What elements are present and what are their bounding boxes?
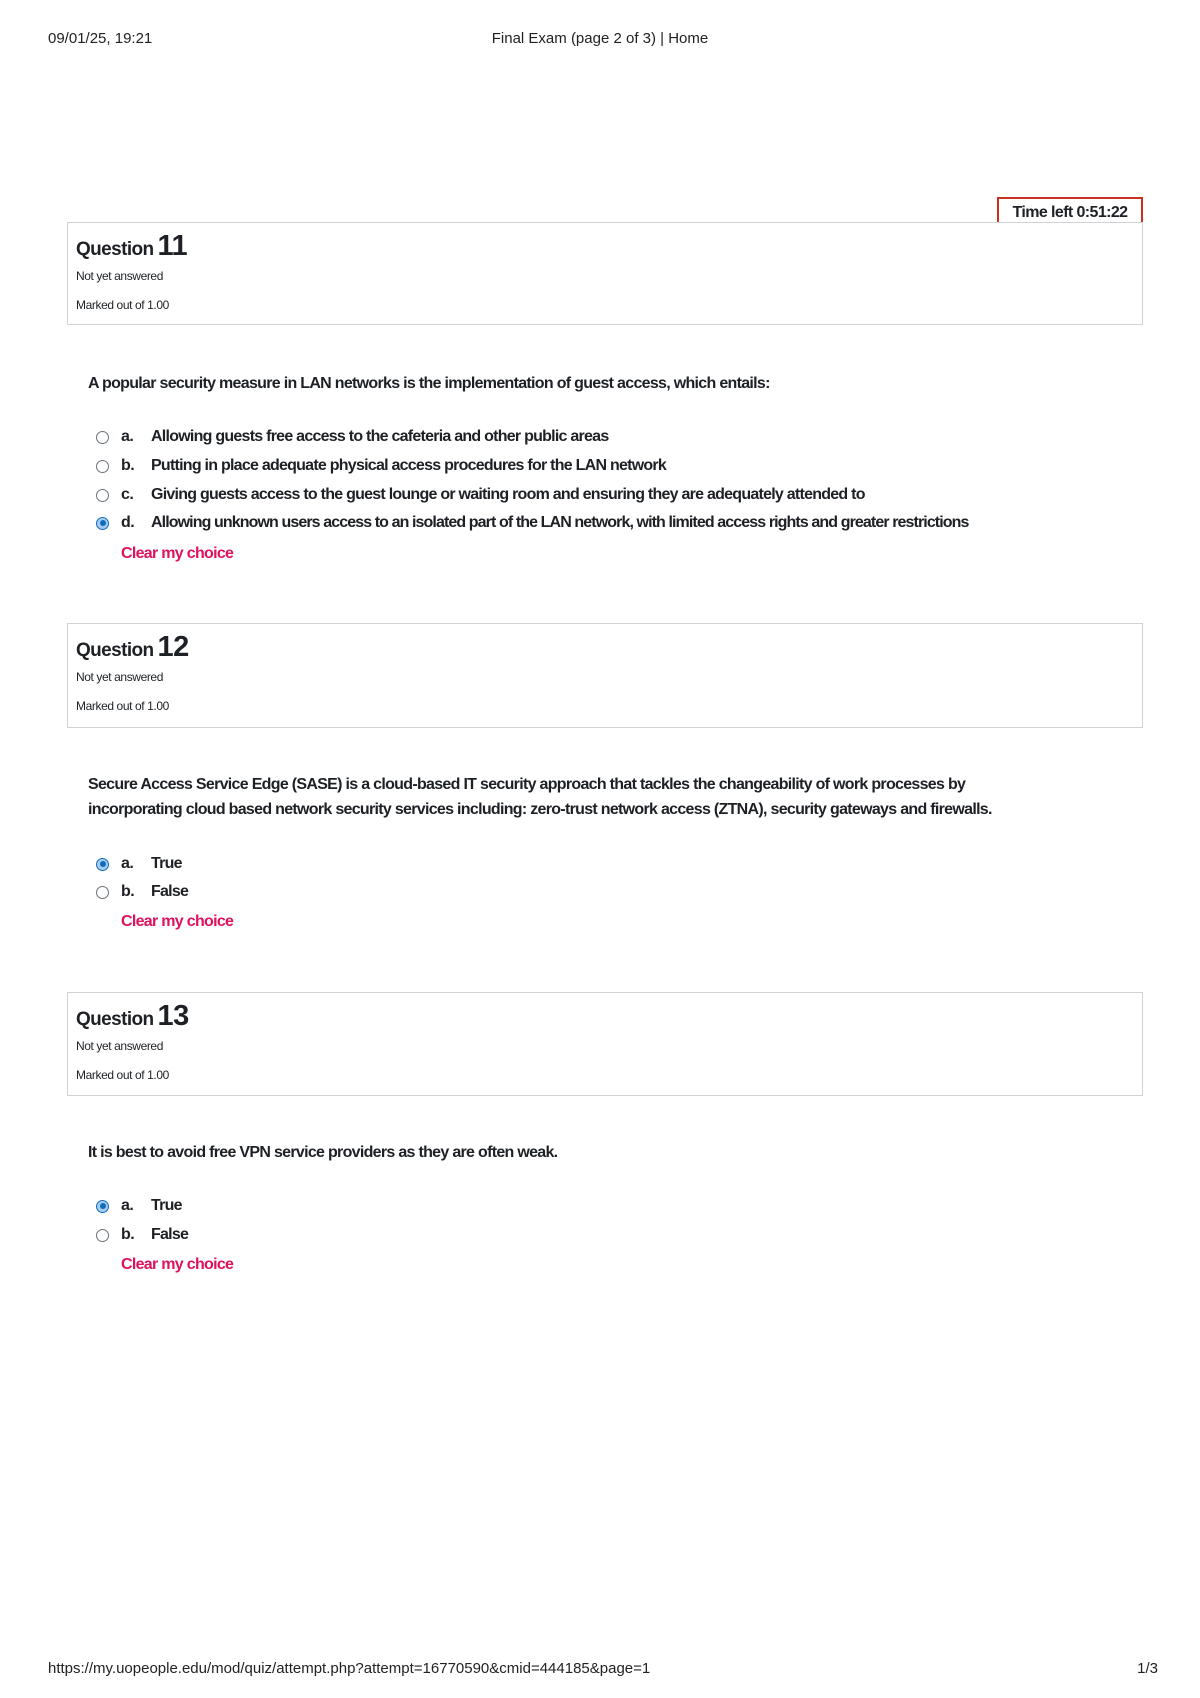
question-text-13: It is best to avoid free VPN service providers as they are often weak. xyxy=(88,1144,558,1161)
print-page-title: Final Exam (page 2 of 3) | Home xyxy=(491,30,709,47)
question-text-line: incorporating cloud based network security services including: zero-trust network access (ZTNA), security gateways and firewalls. xyxy=(88,801,992,818)
question-state: Not yet answered xyxy=(76,670,163,684)
question-number-value: 13 xyxy=(157,1000,189,1032)
question-number xyxy=(76,231,1142,261)
question-number-value: 11 xyxy=(157,230,188,262)
option-text[interactable]: Allowing guests free access to the cafeteria and other public areas xyxy=(151,428,609,445)
option-letter: a. xyxy=(121,855,134,872)
question-grade: Marked out of 1.00 xyxy=(76,298,169,312)
radio-button[interactable] xyxy=(96,489,109,502)
answer-option-11-d[interactable] xyxy=(96,511,969,535)
question-text-12 xyxy=(88,772,1088,822)
quiz-timer: Time left 0:51:22 xyxy=(997,197,1143,228)
clear-choice-link-13[interactable]: Clear my choice xyxy=(121,1256,234,1273)
radio-button[interactable] xyxy=(96,460,109,473)
question-text-11: A popular security measure in LAN networks is the implementation of guest access, which entails: xyxy=(88,375,770,392)
option-letter: a. xyxy=(121,428,134,445)
option-text[interactable]: False xyxy=(151,1226,189,1243)
option-letter: c. xyxy=(121,486,134,503)
print-datetime: 09/01/25, 19:21 xyxy=(48,30,153,47)
question-label: Question xyxy=(76,640,154,661)
option-text[interactable]: False xyxy=(151,883,189,900)
option-text[interactable]: True xyxy=(151,1197,182,1214)
question-info-13 xyxy=(67,992,1143,1096)
option-letter: b. xyxy=(121,457,135,474)
option-letter: b. xyxy=(121,883,135,900)
question-state: Not yet answered xyxy=(76,1039,163,1053)
question-label: Question xyxy=(76,1009,154,1030)
radio-button[interactable] xyxy=(96,431,109,444)
question-text-line: Secure Access Service Edge (SASE) is a cloud-based IT security approach that tackles the changeability of work processes by xyxy=(88,776,966,793)
option-letter: d. xyxy=(121,514,135,531)
answer-option-12-b[interactable] xyxy=(96,880,188,904)
question-grade: Marked out of 1.00 xyxy=(76,699,169,713)
clear-choice-link-12[interactable]: Clear my choice xyxy=(121,913,234,930)
question-info-11 xyxy=(67,222,1143,325)
question-grade: Marked out of 1.00 xyxy=(76,1068,169,1082)
option-text[interactable]: Putting in place adequate physical access procedures for the LAN network xyxy=(151,457,667,474)
radio-button-selected[interactable] xyxy=(96,858,109,871)
print-url: https://my.uopeople.edu/mod/quiz/attempt.php?attempt=16770590&cmid=444185&page=1 xyxy=(48,1660,651,1677)
option-letter: b. xyxy=(121,1226,135,1243)
question-number xyxy=(76,632,1142,662)
radio-button[interactable] xyxy=(96,1229,109,1242)
answer-option-12-a[interactable] xyxy=(96,852,182,876)
clear-choice-link-11[interactable]: Clear my choice xyxy=(121,545,234,562)
answer-option-13-b[interactable] xyxy=(96,1223,188,1247)
question-state: Not yet answered xyxy=(76,269,163,283)
radio-button-selected[interactable] xyxy=(96,1200,109,1213)
radio-button-selected[interactable] xyxy=(96,517,109,530)
answer-option-11-b[interactable] xyxy=(96,454,666,478)
question-label: Question xyxy=(76,239,154,260)
answer-option-11-a[interactable] xyxy=(96,425,608,449)
option-text[interactable]: Allowing unknown users access to an isolated part of the LAN network, with limited access rights and greater restrictions xyxy=(151,514,969,531)
radio-button[interactable] xyxy=(96,886,109,899)
option-text[interactable]: Giving guests access to the guest lounge or waiting room and ensuring they are adequately attended to xyxy=(151,486,865,503)
print-page-count: 1/3 xyxy=(1137,1660,1158,1677)
option-text[interactable]: True xyxy=(151,855,182,872)
answer-option-13-a[interactable] xyxy=(96,1194,182,1218)
answer-option-11-c[interactable] xyxy=(96,483,865,507)
question-number xyxy=(76,1001,1142,1031)
option-letter: a. xyxy=(121,1197,134,1214)
question-number-value: 12 xyxy=(157,631,189,663)
question-info-12 xyxy=(67,623,1143,728)
